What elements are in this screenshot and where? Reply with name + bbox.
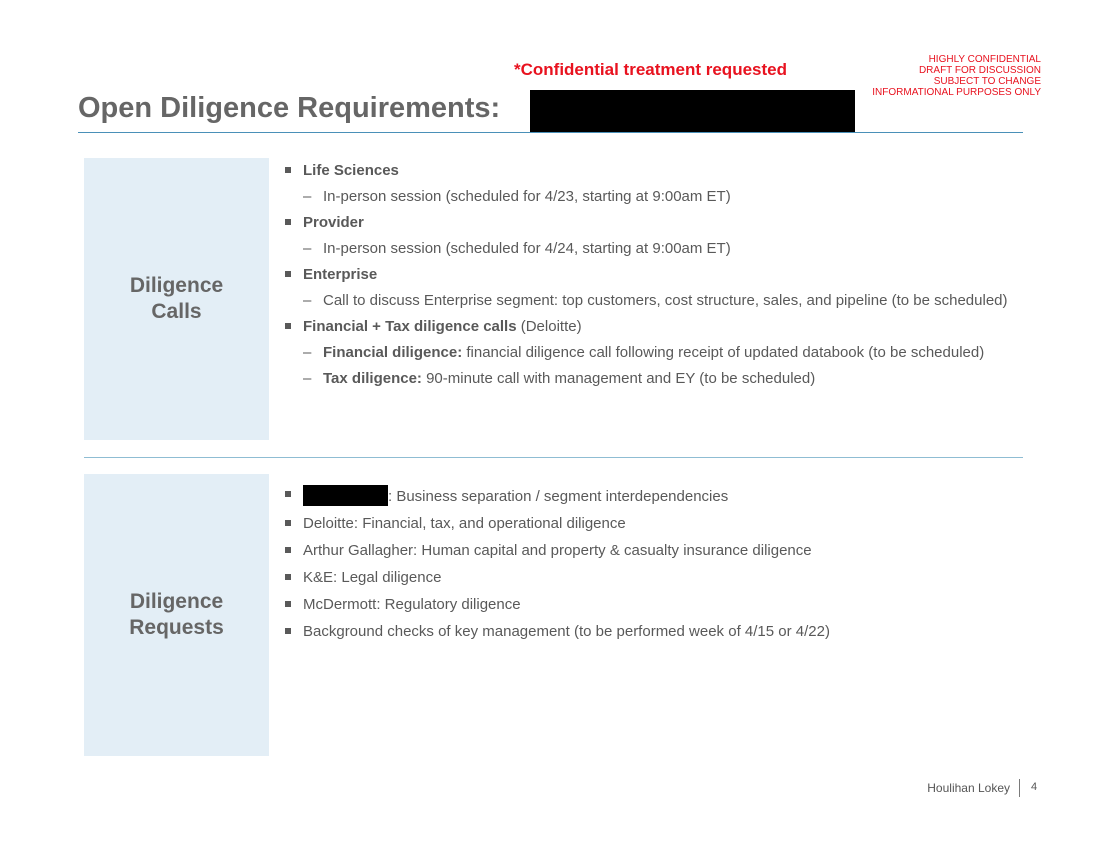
brand-logo-text: Houlihan Lokey [927, 781, 1010, 795]
item-heading: Provider [303, 214, 364, 231]
dash-bullet-icon: – [303, 370, 312, 387]
diligence-requests-label: Diligence Requests [129, 590, 224, 639]
dash-bullet-icon: – [303, 240, 312, 257]
diligence-requests-panel [84, 474, 269, 756]
list-item [284, 213, 1019, 232]
square-bullet-icon [285, 547, 291, 553]
square-bullet-icon [285, 271, 291, 277]
subitem-heading: Financial diligence: [323, 344, 463, 361]
name-redaction [303, 485, 388, 506]
square-bullet-icon [285, 219, 291, 225]
draft-line: HIGHLY CONFIDENTIAL [928, 54, 1041, 65]
item-text: Background checks of key management (to be performed week of 4/15 or 4/22) [303, 623, 830, 640]
subitem-text: financial diligence call following receipt of updated databook (to be scheduled) [462, 344, 985, 361]
page-title: Open Diligence Requirements: [78, 92, 501, 124]
list-item [284, 568, 1019, 587]
diligence-requests-list [284, 485, 1019, 649]
diligence-calls-panel [84, 158, 269, 440]
draft-line: SUBJECT TO CHANGE [933, 76, 1041, 87]
list-subitem [284, 291, 1019, 311]
subitem-text: In-person session (scheduled for 4/23, starting at 9:00am ET) [323, 188, 731, 205]
list-subitem [284, 187, 1019, 207]
list-item [284, 485, 1019, 506]
square-bullet-icon [285, 520, 291, 526]
list-subitem [284, 369, 1019, 389]
confidential-treatment-note: *Confidential treatment requested [514, 60, 787, 79]
item-text: McDermott: Regulatory diligence [303, 596, 521, 613]
item-text: K&E: Legal diligence [303, 569, 442, 586]
square-bullet-icon [285, 601, 291, 607]
subitem-text: 90-minute call with management and EY (to be scheduled) [421, 370, 816, 387]
item-heading: Enterprise [303, 266, 378, 283]
square-bullet-icon [285, 491, 291, 497]
list-item [284, 541, 1019, 560]
footer-divider [1019, 779, 1020, 797]
list-item [284, 514, 1019, 533]
draft-disclaimer [872, 54, 1041, 98]
dash-bullet-icon: – [303, 344, 312, 361]
item-text: Deloitte: Financial, tax, and operational diligence [303, 515, 626, 532]
section-divider [84, 457, 1023, 458]
page-number: 4 [1031, 781, 1038, 793]
list-subitem [284, 239, 1019, 259]
square-bullet-icon [285, 628, 291, 634]
list-item [284, 161, 1019, 180]
subitem-heading: Tax diligence: [323, 370, 422, 387]
draft-line: INFORMATIONAL PURPOSES ONLY [872, 87, 1041, 98]
dash-bullet-icon: – [303, 188, 312, 205]
draft-line: DRAFT FOR DISCUSSION [918, 65, 1041, 76]
list-item [284, 265, 1019, 284]
item-heading: Financial + Tax diligence calls [303, 318, 517, 335]
list-subitem [284, 343, 1019, 363]
square-bullet-icon [285, 574, 291, 580]
list-item [284, 622, 1019, 641]
title-divider [78, 132, 1023, 133]
item-party: (Deloitte) [516, 318, 582, 335]
subitem-text: Call to discuss Enterprise segment: top customers, cost structure, sales, and pipeline (to be scheduled) [323, 292, 1008, 309]
title-redaction [530, 90, 855, 133]
list-item [284, 317, 1019, 336]
square-bullet-icon [285, 167, 291, 173]
item-text: Arthur Gallagher: Human capital and property & casualty insurance diligence [303, 542, 812, 559]
subitem-text: In-person session (scheduled for 4/24, starting at 9:00am ET) [323, 240, 731, 257]
diligence-calls-label: Diligence Calls [129, 274, 224, 323]
square-bullet-icon [285, 323, 291, 329]
dash-bullet-icon: – [303, 292, 312, 309]
diligence-calls-list [284, 161, 1019, 395]
list-item [284, 595, 1019, 614]
item-heading: Life Sciences [303, 162, 399, 179]
item-text: : Business separation / segment interdependencies [388, 488, 729, 505]
